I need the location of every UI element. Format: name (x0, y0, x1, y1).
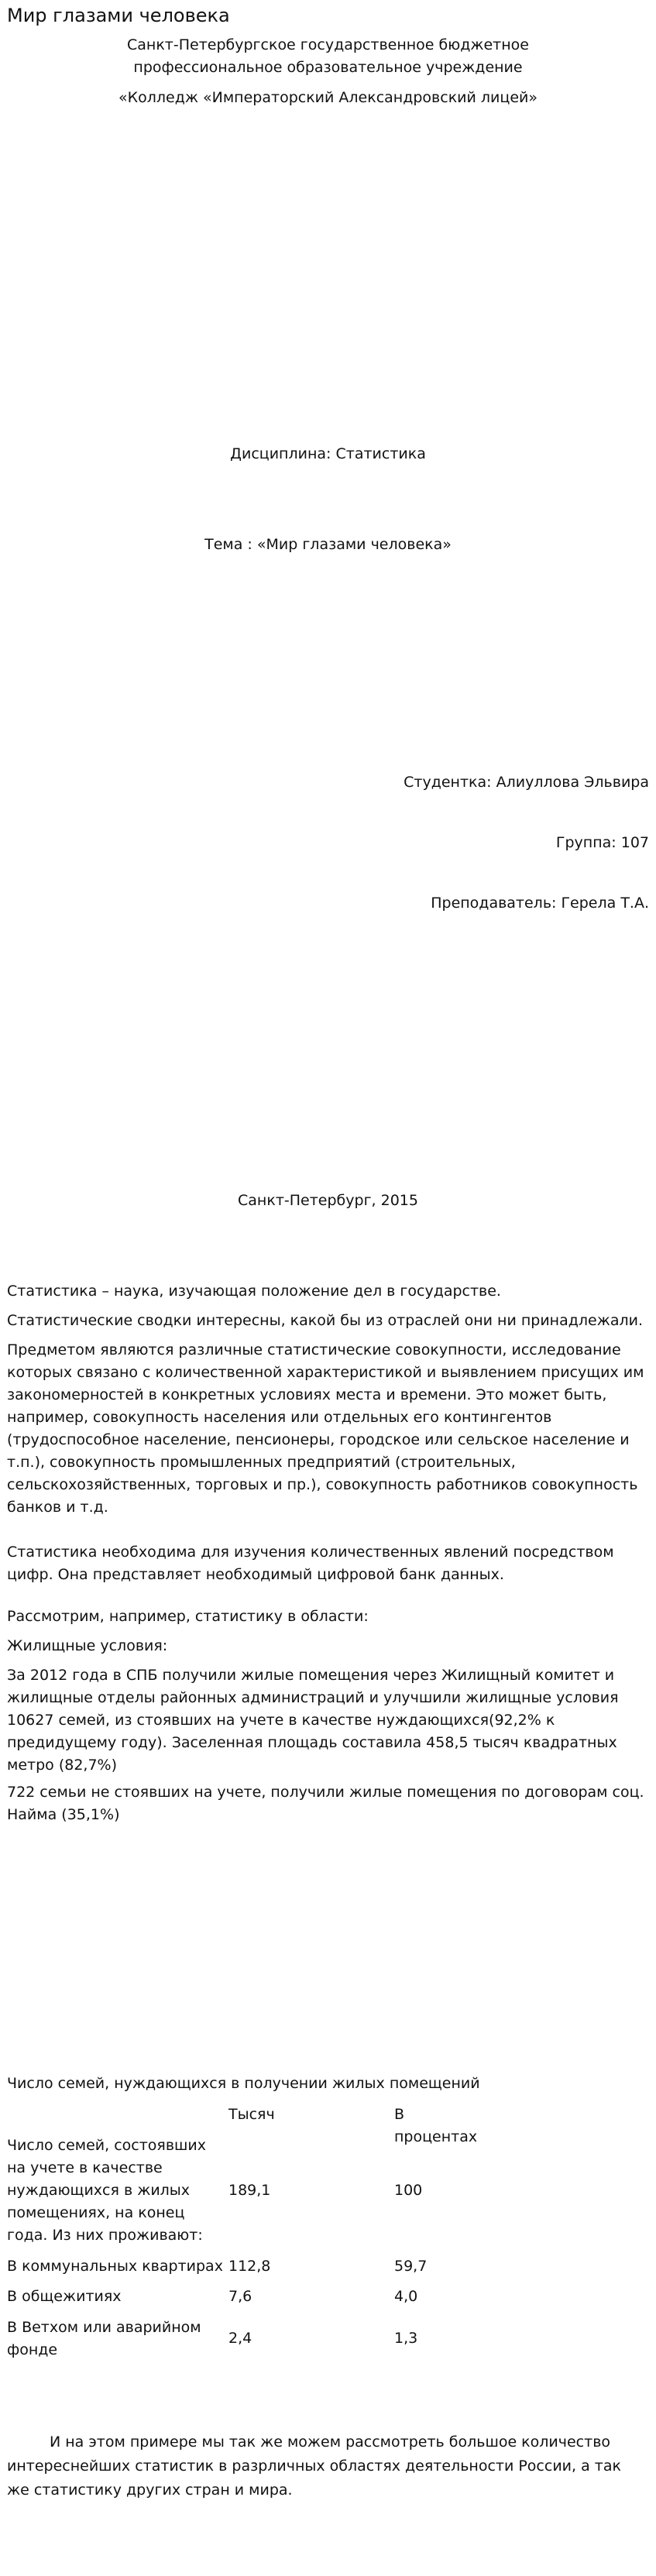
header-line-3: «Колледж «Императорский Александровский лицей» (118, 89, 538, 106)
row-label: Число семей, состоявших на учете в качестве нуждающихся в жилых помещениях, на конец года. Из них проживают: (7, 2137, 207, 2244)
paragraph-6: Жилищные условия: (7, 1637, 168, 1654)
row-label: В Ветхом или аварийном фонде (7, 2319, 201, 2358)
teacher: Преподаватель: Герела Т.А. (431, 895, 649, 912)
header-line-1: Санкт-Петербургское государственное бюджетное (126, 36, 529, 53)
group: Группа: 107 (555, 834, 649, 851)
row-value-thousands: 7,6 (228, 2288, 252, 2305)
table-caption: Число семей, нуждающихся в получении жилых помещений (7, 2075, 480, 2092)
row-value-thousands: 189,1 (228, 2182, 271, 2199)
column-header-percent: В процентах (394, 2106, 478, 2145)
header-line-2: профессиональное образовательное учреждение (133, 59, 523, 76)
city-year: Санкт-Петербург, 2015 (238, 1192, 418, 1209)
paragraph-8: 722 семьи не стоявших на учете, получили жилые помещения по договорам соц. Найма (35,1%) (7, 1784, 644, 1823)
topic: Тема : «Мир глазами человека» (204, 536, 452, 553)
row-value-percent: 1,3 (394, 2330, 418, 2347)
row-label: В общежитиях (7, 2288, 122, 2305)
paragraph-2: Статистические сводки интересны, какой бы из отраслей они ни принадлежали. (7, 1312, 643, 1329)
paragraph-3: Предметом являются различные статистические совокупности, исследование которых связано с количественной характеристикой и выявлением присущих им закономерностей в конкретных условиях места и времени. Это может быть, например, совокупность населения или отдельных его контингентов (трудоспособное население, пенсионеры, городское или сельское население и т.п.), совокупность промышленных предприятий (строительных, сельскохозяйственных, торговых и пр.), совокупность работников совокупность банков и т.д. (7, 1341, 644, 1516)
row-value-percent: 59,7 (394, 2258, 428, 2275)
row-value-thousands: 2,4 (228, 2330, 252, 2347)
paragraph-4: Статистика необходима для изучения количественных явлений посредством цифр. Она представляет необходимый цифровой банк данных. (7, 1544, 614, 1583)
paragraph-7: За 2012 года в СПБ получили жилые помещения через Жилищный комитет и жилищные отделы районных администраций и улучшили жилищные условия 10627 семей, из стоявших на учете в качестве нуждающихся(92,2% к предидущему году). Заселенная площадь составила 458,5 тысяч квадратных метро (82,7%) (7, 1667, 619, 1774)
paragraph-5: Рассмотрим, например, статистику в области: (7, 1608, 369, 1625)
paragraph-1: Статистика – наука, изучающая положение дел в государстве. (7, 1283, 501, 1300)
conclusion-paragraph: И на этом примере мы так же можем рассмотреть большое количество интереснейших статистик в разрличных областях деятельности России, а так же статистику других стран и мира. (7, 2433, 621, 2499)
row-value-percent: 100 (394, 2182, 423, 2199)
document-title: Мир глазами человека (7, 5, 230, 26)
row-value-percent: 4,0 (394, 2288, 418, 2305)
row-value-thousands: 112,8 (228, 2258, 271, 2275)
row-label: В коммунальных квартирах (7, 2258, 223, 2275)
student: Студентка: Алиуллова Эльвира (404, 774, 649, 791)
discipline: Дисциплина: Статистика (230, 445, 426, 462)
column-header-thousands: Тысяч (228, 2106, 275, 2123)
